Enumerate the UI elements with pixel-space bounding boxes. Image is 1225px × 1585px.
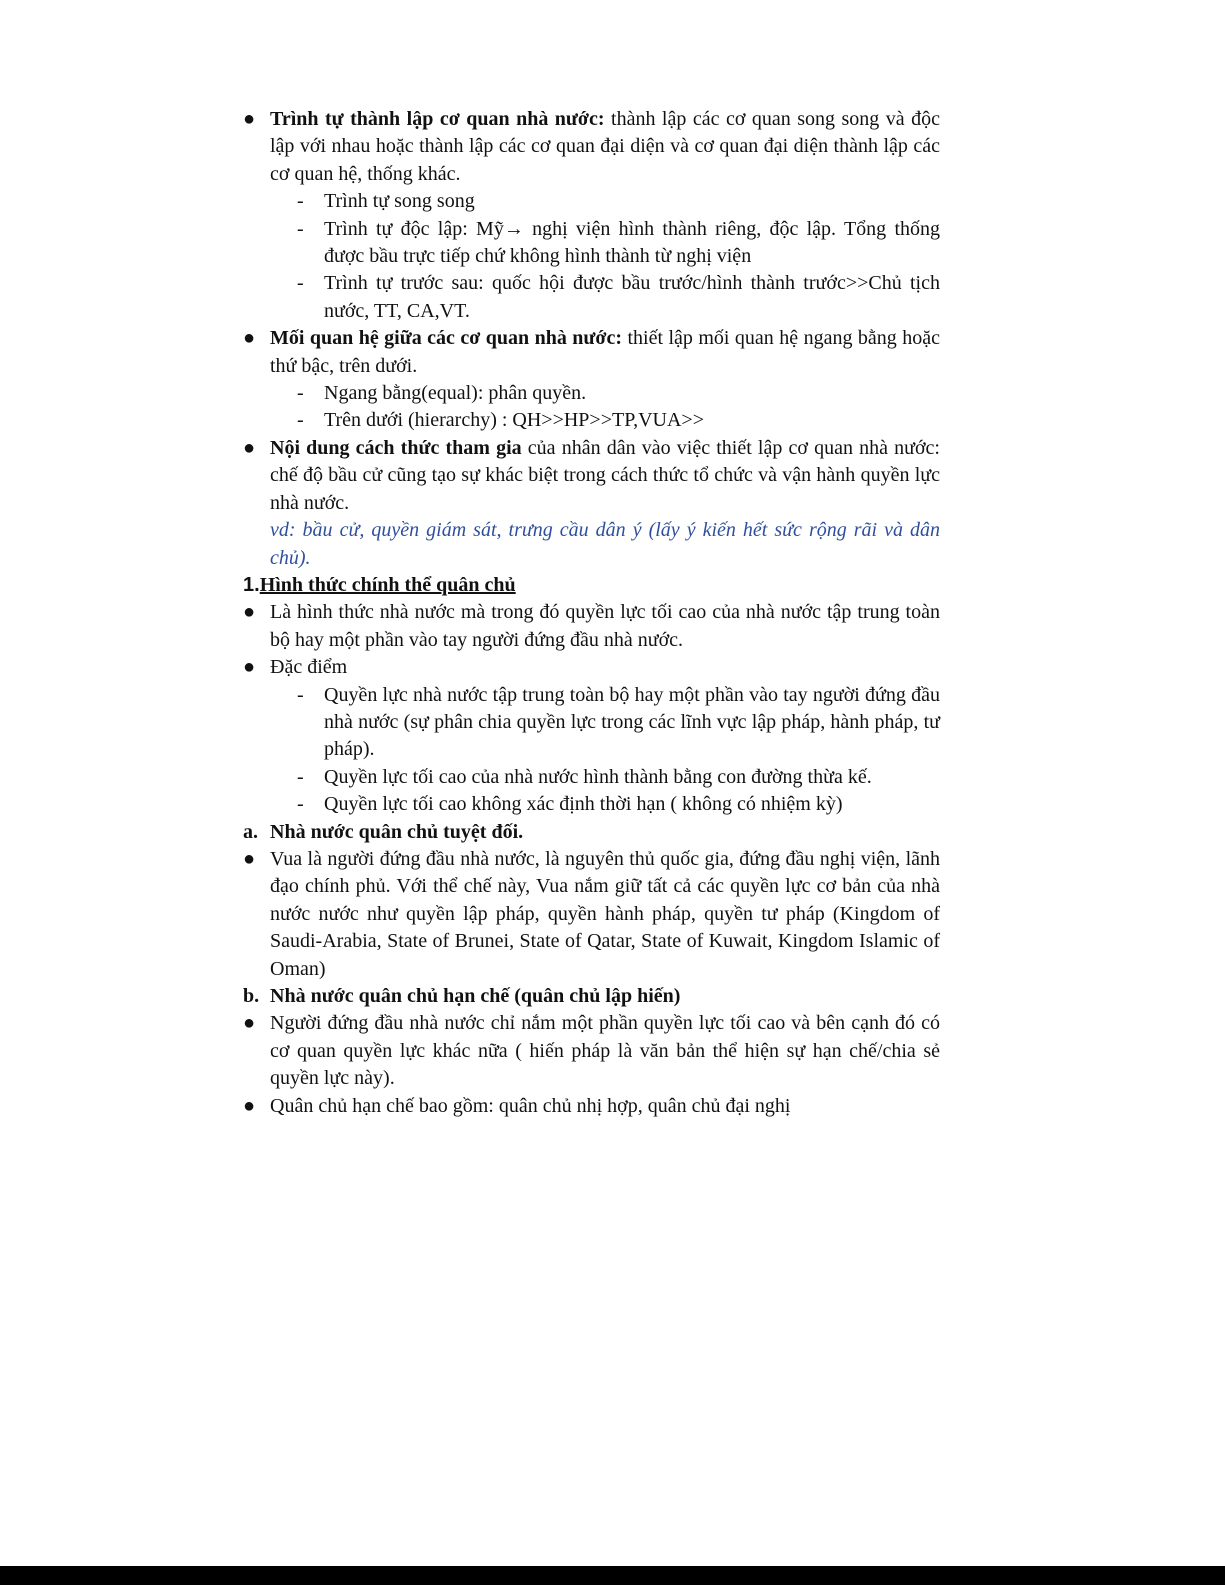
list-item: - Trên dưới (hierarchy) : QH>>HP>>TP,VUA>>: [243, 407, 940, 434]
dash-marker: -: [297, 217, 304, 240]
absolute-heading: a. Nhà nước quân chủ tuyệt đối.: [243, 819, 940, 846]
relation-text: thiết lập mối quan hệ ngang bằng hoặc thứ bậc, trên dưới.: [270, 327, 940, 377]
participation-paragraph: [243, 435, 940, 517]
monarchy-definition: ● Là hình thức nhà nước mà trong đó quyền lực tối cao của nhà nước tập trung toàn bộ hay một phần vào tay người đứng đầu nhà nước.: [243, 601, 940, 651]
dash-marker: -: [297, 272, 304, 295]
list-item: - Quyền lực tối cao không xác định thời hạn ( không có nhiệm kỳ): [243, 791, 940, 818]
list-item: - Trình tự độc lập: Mỹ→ nghị viện hình thành riêng, độc lập. Tổng thống được bầu trực tiếp chứ không hình thành từ nghị viện: [297, 217, 940, 268]
features-label: ● Đặc điểm: [243, 654, 940, 681]
page-bottom-bar: [0, 1566, 1225, 1585]
limited-heading: b. Nhà nước quân chủ hạn chế (quân chủ lập hiến): [243, 983, 940, 1010]
heading-number: 1.: [243, 573, 260, 596]
list-item: - Quyền lực nhà nước tập trung toàn bộ hay một phần vào tay người đứng đầu nhà nước (sự phân chia quyền lực trong các lĩnh vực lập pháp, hành pháp, tư pháp).: [297, 683, 940, 761]
order-title: Trình tự thành lập cơ quan nhà nước:: [270, 108, 605, 130]
order-text: thành lập các cơ quan song song và độc lập với nhau hoặc thành lập các cơ quan đại diện và cơ quan đại diện thành lập các cơ quan hệ, thống khác.: [270, 108, 940, 185]
dash-marker: -: [297, 190, 304, 213]
absolute-text: ● Vua là người đứng đầu nhà nước, là nguyên thủ quốc gia, đứng đầu nghị viện, lãnh đạo chính phủ. Với thể chế này, Vua nắm giữ tất cả các quyền lực cơ bản của nhà nước nước như quyền lập pháp, quyền hành pháp, quyền tư pháp (Kingdom of Saudi-Arabia, State of Brunei, State of Qatar, State of Kuwait, Kingdom Islamic of Oman): [243, 847, 940, 980]
limited-types: ● Quân chủ hạn chế bao gồm: quân chủ nhị hợp, quân chủ đại nghị: [243, 1093, 940, 1120]
participation-example: vd: bầu cử, quyền giám sát, trưng cầu dân ý (lấy ý kiến hết sức rộng rãi và dân chủ).: [270, 519, 940, 569]
bullet-icon: ●: [243, 1012, 256, 1035]
bullet-icon: ●: [243, 847, 256, 870]
heading-title: Hình thức chính thể quân chủ: [259, 573, 516, 596]
relation-title: Mối quan hệ giữa các cơ quan nhà nước:: [270, 327, 623, 350]
bullet-icon: ●: [243, 601, 256, 624]
dash-marker: -: [297, 382, 304, 405]
list-item: - Ngang bằng(equal): phân quyền.: [243, 380, 940, 407]
dash-marker: -: [297, 409, 304, 432]
relation-paragraph: [243, 325, 940, 380]
dash-marker: -: [297, 765, 304, 788]
heading-label: b.: [243, 985, 260, 1007]
participation-title: Nội dung cách thức tham gia: [270, 436, 522, 459]
dash-marker: -: [297, 793, 304, 816]
list-item: - Trình tự trước sau: quốc hội được bầu trước/hình thành trước>>Chủ tịch nước, TT, CA,VT.: [297, 272, 940, 322]
bullet-icon: ●: [243, 327, 256, 350]
bullet-icon: ●: [243, 436, 256, 459]
limited-text: ● Người đứng đầu nhà nước chỉ nắm một phần quyền lực tối cao và bên cạnh đó có cơ quan quyền lực khác nữa ( hiến pháp là văn bản thể hiện sự hạn chế/chia sẻ quyền lực này).: [243, 1012, 940, 1090]
bullet-icon: ●: [243, 108, 256, 130]
heading-label: a.: [243, 820, 258, 843]
document-content: [243, 106, 940, 1120]
bullet-icon: ●: [243, 656, 256, 679]
list-item: - Trình tự song song: [243, 188, 940, 215]
participation-text: của nhân dân vào việc thiết lập cơ quan nhà nước: chế độ bầu cử cũng tạo sự khác biệt trong cách thức tổ chức và vận hành quyền lực nhà nước.: [270, 436, 940, 514]
order-paragraph: [243, 106, 940, 188]
monarchy-heading: [243, 572, 940, 599]
dash-marker: -: [297, 683, 304, 706]
list-item: - Quyền lực tối cao của nhà nước hình thành bằng con đường thừa kế.: [243, 764, 940, 791]
bullet-icon: ●: [243, 1094, 256, 1117]
